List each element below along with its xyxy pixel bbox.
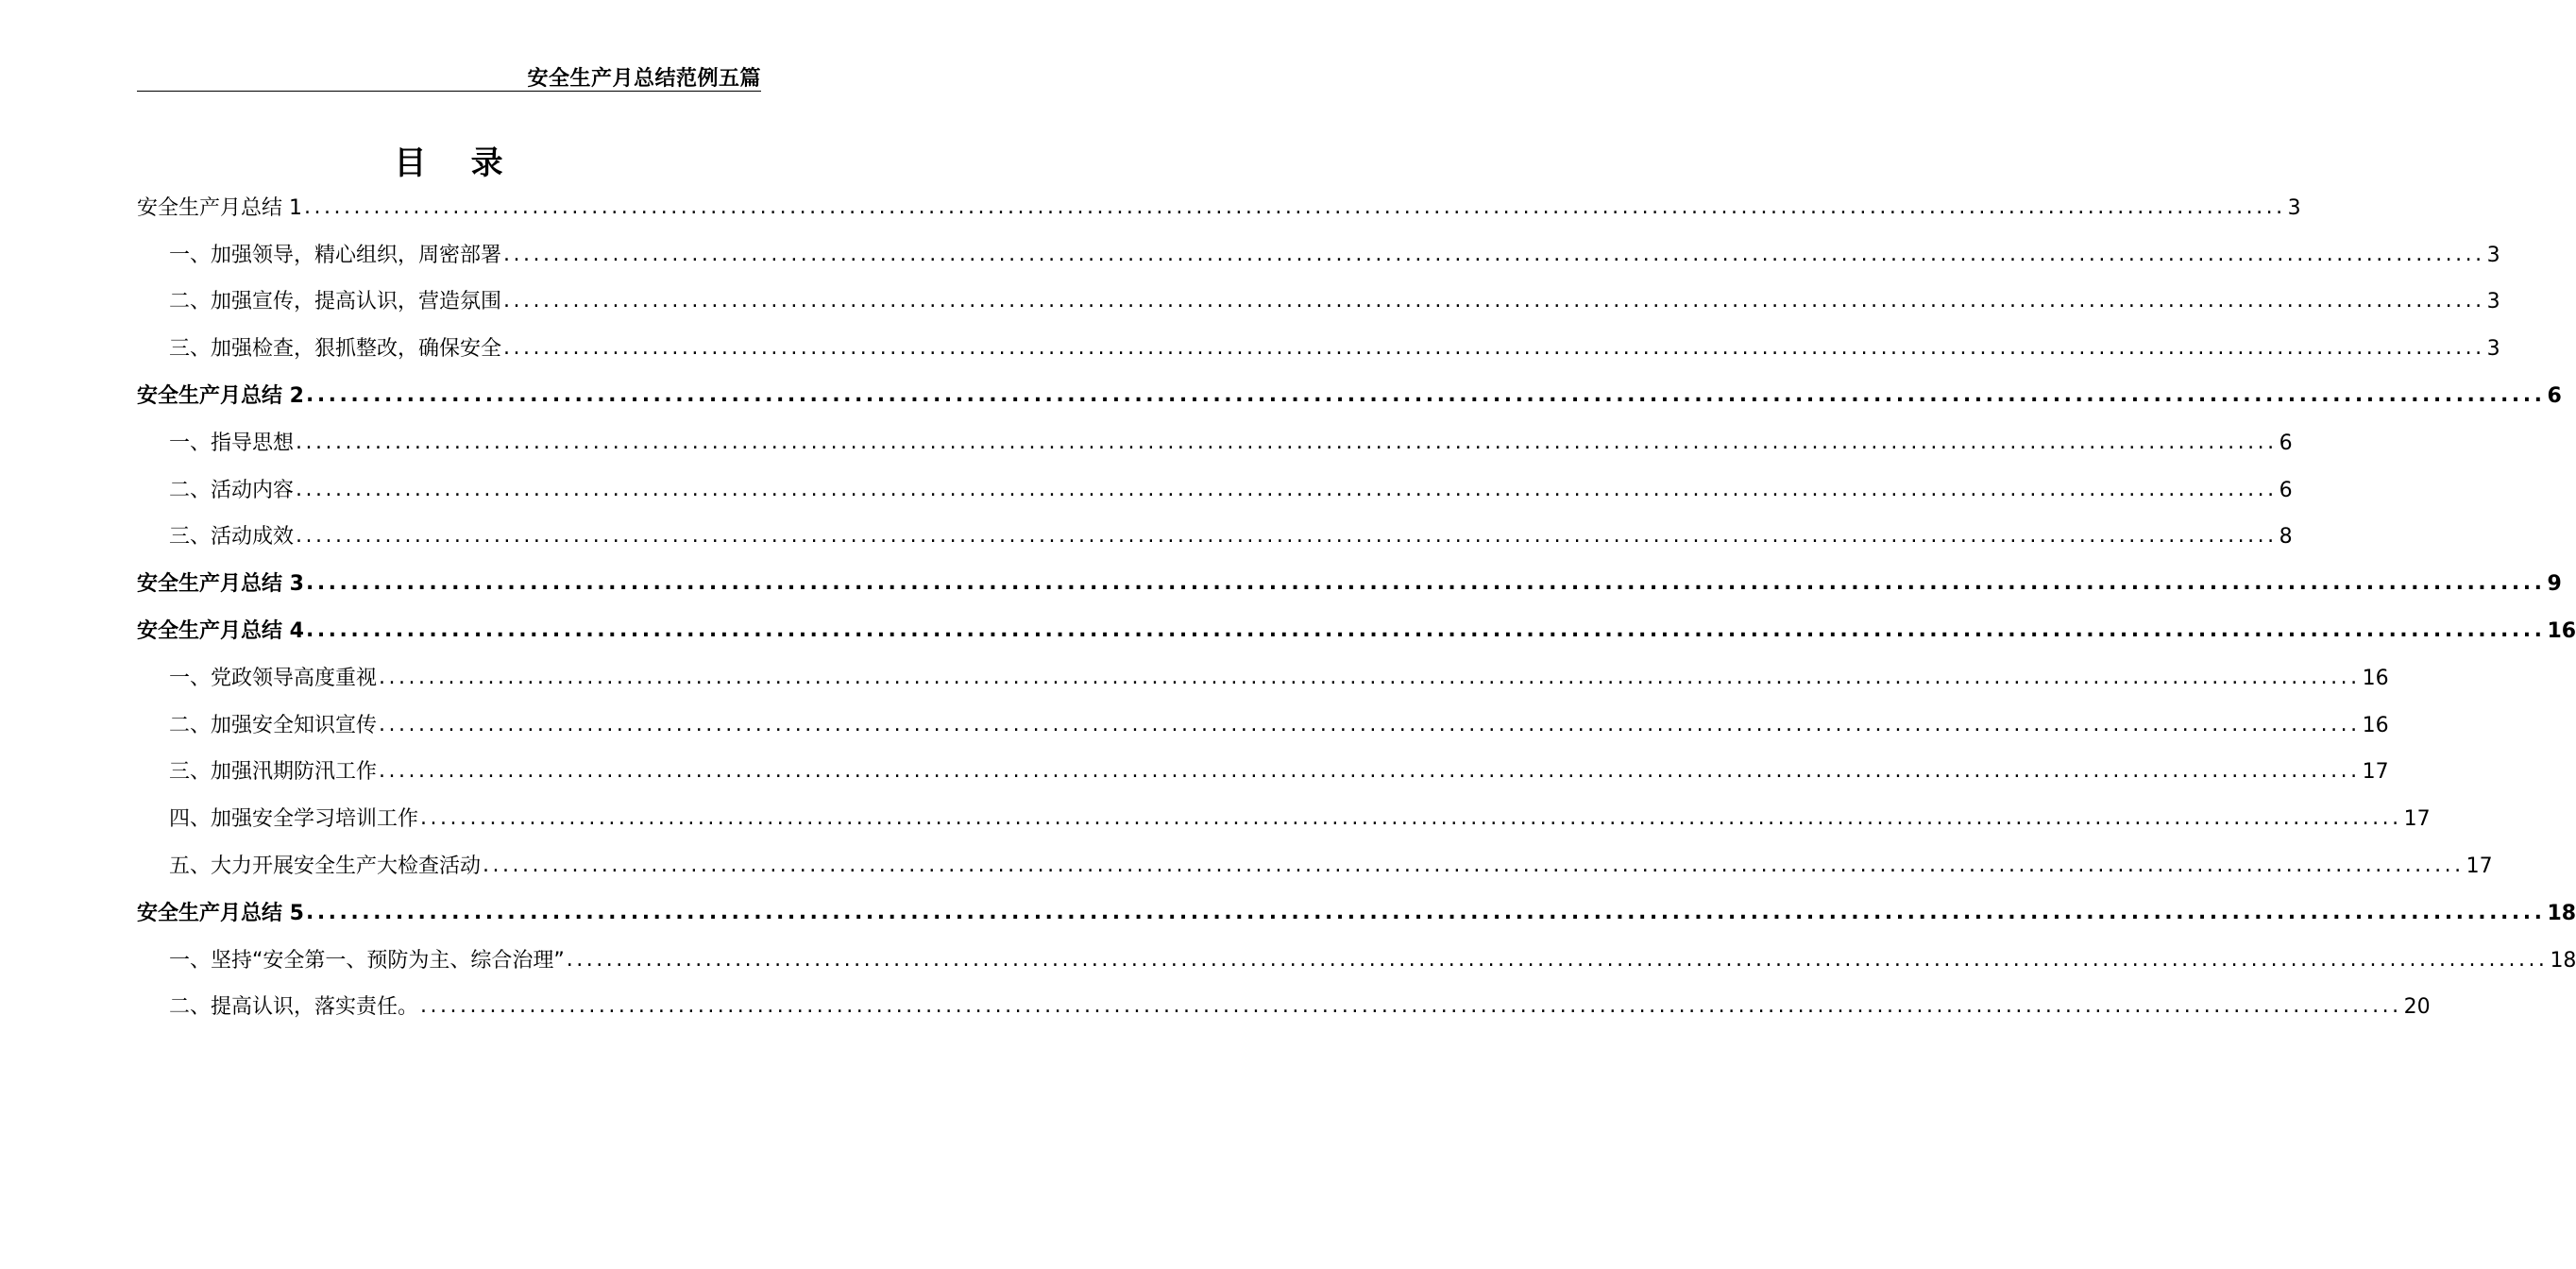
toc-entry[interactable] <box>137 843 2493 890</box>
toc-dot-leader: ........................................................................................................................................................................................................ <box>305 571 2546 596</box>
toc-dot-leader: ........................................................................................................................................................................................................ <box>304 195 2286 219</box>
toc-page-number: 16 <box>2362 666 2389 690</box>
toc-page-number: 6 <box>2279 431 2293 455</box>
toc-page-number: 18 <box>2547 901 2576 925</box>
toc-entry-title: 二、加强宣传，提高认识，营造氛围 <box>169 290 502 314</box>
toc-dot-leader: ........................................................................................................................................................................................................ <box>296 477 2278 501</box>
toc-entry[interactable] <box>137 373 2562 420</box>
toc-entry[interactable] <box>137 185 2301 232</box>
toc-page-number: 6 <box>2279 478 2293 502</box>
toc-entry-title: 二、活动内容 <box>169 478 295 502</box>
toc-entry[interactable] <box>137 326 2500 373</box>
table-of-contents <box>137 185 2576 1031</box>
toc-page-number: 16 <box>2362 713 2389 737</box>
toc-entry-title: 安全生产月总结 4 <box>137 619 304 644</box>
toc-dot-leader: ........................................................................................................................................................................................................ <box>503 242 2485 266</box>
toc-page-number: 16 <box>2547 619 2576 644</box>
toc-entry[interactable] <box>137 279 2500 327</box>
toc-dot-leader: ........................................................................................................................................................................................................ <box>379 759 2361 784</box>
toc-entry-title: 安全生产月总结 1 <box>137 195 302 220</box>
toc-entry-title: 一、指导思想 <box>169 431 295 455</box>
toc-dot-leader: ........................................................................................................................................................................................................ <box>566 947 2549 972</box>
toc-entry[interactable] <box>137 561 2562 608</box>
page-header <box>137 55 761 92</box>
document-header-title: 安全生产月总结范例五篇 <box>527 67 761 91</box>
toc-entry[interactable] <box>137 608 2576 655</box>
toc-dot-leader: ........................................................................................................................................................................................................ <box>305 618 2546 643</box>
toc-entry-title: 二、提高认识，落实责任。 <box>169 995 419 1020</box>
toc-heading: 目 录 <box>394 144 503 182</box>
toc-entry-title: 三、加强汛期防汛工作 <box>169 760 378 785</box>
toc-entry-title: 一、党政领导高度重视 <box>169 666 378 690</box>
toc-dot-leader: ........................................................................................................................................................................................................ <box>296 524 2278 549</box>
toc-dot-leader: ........................................................................................................................................................................................................ <box>420 806 2402 831</box>
toc-entry[interactable] <box>137 702 2389 750</box>
toc-entry-title: 一、加强领导，精心组织，周密部署 <box>169 243 502 267</box>
toc-dot-leader: ........................................................................................................................................................................................................ <box>503 289 2485 313</box>
toc-entry[interactable] <box>137 515 2293 562</box>
toc-dot-leader: ........................................................................................................................................................................................................ <box>305 383 2546 408</box>
toc-entry-title: 二、加强安全知识宣传 <box>169 713 378 737</box>
toc-page-number: 3 <box>2486 337 2500 362</box>
toc-entry-title: 四、加强安全学习培训工作 <box>169 807 419 832</box>
toc-entry-title: 一、坚持“安全第一、预防为主、综合治理” <box>169 948 565 973</box>
toc-entry[interactable] <box>137 467 2293 515</box>
toc-entry-title: 三、活动成效 <box>169 525 295 550</box>
toc-entry-title: 五、大力开展安全生产大检查活动 <box>169 854 482 879</box>
toc-dot-leader: ........................................................................................................................................................................................................ <box>379 712 2361 736</box>
toc-entry[interactable] <box>137 796 2431 843</box>
toc-entry[interactable] <box>137 938 2576 985</box>
toc-page-number: 17 <box>2362 760 2389 785</box>
toc-page-number: 9 <box>2547 572 2562 597</box>
toc-page-number: 3 <box>2486 290 2500 314</box>
toc-page-number: 8 <box>2279 525 2293 550</box>
toc-entry[interactable] <box>137 420 2293 467</box>
toc-entry-title: 安全生产月总结 5 <box>137 901 304 925</box>
toc-page-number: 18 <box>2550 948 2576 973</box>
toc-entry-title: 三、加强检查，狠抓整改，确保安全 <box>169 337 502 362</box>
toc-dot-leader: ........................................................................................................................................................................................................ <box>379 665 2361 689</box>
toc-entry[interactable] <box>137 655 2389 702</box>
toc-dot-leader: ........................................................................................................................................................................................................ <box>483 854 2465 878</box>
toc-page-number: 3 <box>2486 243 2500 267</box>
toc-entry[interactable] <box>137 890 2576 938</box>
toc-entry[interactable] <box>137 985 2431 1032</box>
toc-page-number: 3 <box>2287 195 2301 220</box>
toc-dot-leader: ........................................................................................................................................................................................................ <box>420 994 2402 1019</box>
toc-dot-leader: ........................................................................................................................................................................................................ <box>503 336 2485 361</box>
toc-entry[interactable] <box>137 232 2500 279</box>
toc-page-number: 17 <box>2466 854 2493 879</box>
toc-entry-title: 安全生产月总结 2 <box>137 384 304 409</box>
toc-dot-leader: ........................................................................................................................................................................................................ <box>305 900 2546 924</box>
toc-page-number: 20 <box>2403 995 2431 1020</box>
toc-page-number: 17 <box>2403 807 2431 832</box>
toc-dot-leader: ........................................................................................................................................................................................................ <box>296 430 2278 454</box>
toc-entry-title: 安全生产月总结 3 <box>137 572 304 597</box>
toc-page-number: 6 <box>2547 384 2562 409</box>
toc-entry[interactable] <box>137 750 2389 797</box>
